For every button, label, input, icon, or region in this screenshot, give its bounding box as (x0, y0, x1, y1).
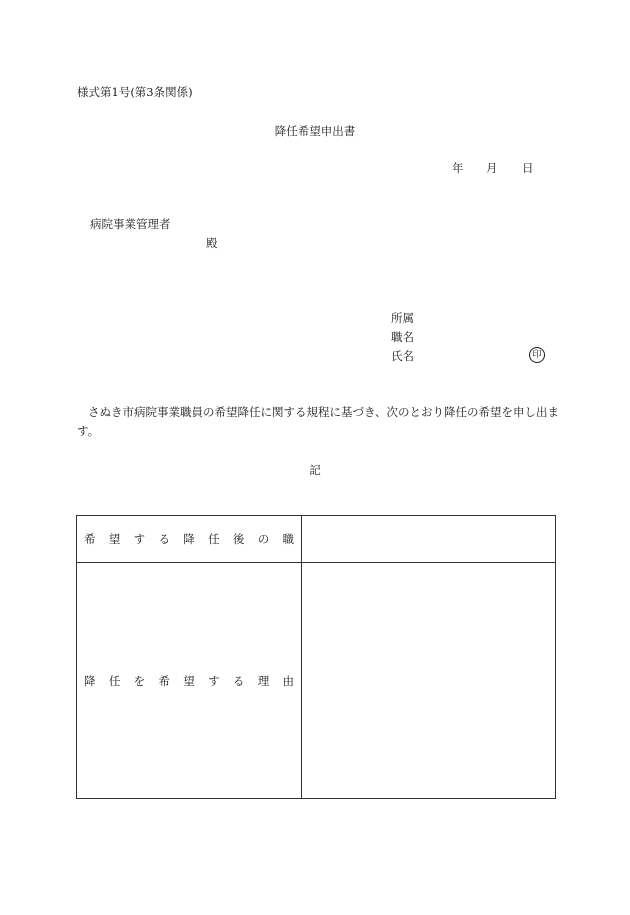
affiliation-label: 所属 (391, 311, 414, 325)
name-label: 氏名 (391, 349, 414, 363)
body-text: さぬき市病院事業職員の希望降任に関する規程に基づき、次のとおり降任の希望を申し出ます。 (77, 405, 560, 438)
label-char: 希 (84, 532, 96, 546)
form-number: 様式第1号(第3条関係) (77, 85, 193, 99)
label-char: 望 (108, 532, 121, 546)
label-char: 降 (183, 532, 195, 546)
label-char: 由 (282, 673, 294, 688)
label-char: 降 (84, 673, 96, 688)
label-char: す (208, 673, 220, 688)
reason-label (77, 562, 301, 799)
date-month: 月 (486, 161, 498, 175)
label-char: る (232, 673, 245, 688)
label-char: 希 (158, 673, 170, 688)
label-char: 望 (183, 673, 195, 688)
date-year: 年 (452, 161, 464, 175)
addressee: 病院事業管理者 (90, 217, 171, 231)
date-day: 日 (522, 161, 534, 175)
application-table (76, 515, 556, 799)
label-char: 後 (232, 532, 245, 546)
label-char: の (257, 532, 270, 546)
table-column-divider (301, 516, 302, 798)
label-char: 理 (257, 673, 270, 688)
desired-post-label (77, 516, 301, 562)
label-char: 任 (108, 673, 121, 688)
document-title: 降任希望申出書 (274, 124, 356, 138)
ki-heading: 記 (309, 463, 321, 477)
honorific: 殿 (206, 236, 218, 250)
label-char: る (158, 532, 170, 546)
label-char: 職 (282, 532, 294, 546)
label-char: を (133, 673, 146, 688)
seal-mark: 印 (529, 347, 545, 363)
label-char: 任 (208, 532, 220, 546)
position-label: 職名 (391, 330, 414, 344)
label-char: す (133, 532, 146, 546)
